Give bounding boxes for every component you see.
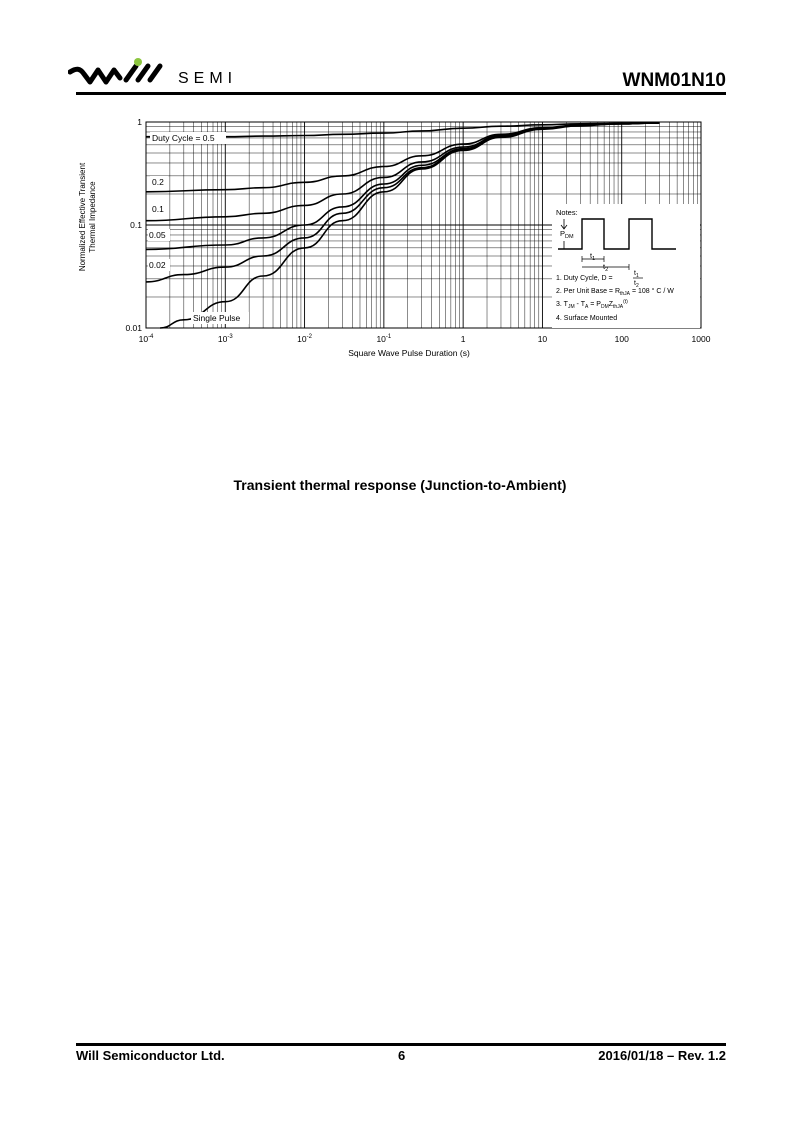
logo-text: SEMI — [178, 70, 238, 87]
x-tick-label: 1000 — [691, 334, 711, 344]
note-1-numerator: $t_1$ — [634, 270, 639, 279]
series-label-0.02: 0.02 — [149, 260, 166, 270]
y-tick-labels — [125, 117, 142, 333]
note-2: 2. Per Unit Base = $R_{thJA} = 108$ ° C / W — [556, 288, 674, 297]
logo-slash-1 — [126, 66, 136, 80]
pdm-label: $P_{DM}$ — [560, 229, 574, 240]
notes-box — [552, 204, 700, 328]
note-3: 3. $T_{JM} - T_A = P_{DM}Z_{thJA}^{(t)}$ — [556, 299, 628, 310]
note-1: 1. Duty Cycle, D = — [556, 275, 613, 282]
note-1-denominator: $t_2$ — [634, 280, 639, 289]
series-label-0.2: 0.2 — [152, 177, 164, 187]
header-rule — [76, 92, 726, 95]
logo-slash-2 — [138, 66, 148, 80]
footer-company: Will Semiconductor Ltd. — [76, 1048, 225, 1063]
series-label-0.05: 0.05 — [149, 230, 166, 240]
will-semi-logo — [68, 58, 268, 92]
logo-wave-mark — [70, 69, 120, 82]
footer-page-number: 6 — [398, 1048, 406, 1063]
t2-label: $t_2$ — [603, 262, 609, 273]
footer-date-revision: 2016/01/18 – Rev. 1.2 — [598, 1048, 726, 1063]
x-tick-label: 10 — [537, 334, 548, 344]
note-4: 4. Surface Mounted — [556, 315, 618, 322]
x-tick-label: $10^{-1}$ — [376, 334, 392, 344]
figure-caption: Transient thermal response (Junction-to-Ambient) — [233, 477, 567, 493]
x-tick-labels — [139, 334, 711, 344]
series-label-duty-0.5: Duty Cycle = 0.5 — [152, 133, 215, 143]
series-label-single-pulse: Single Pulse — [193, 313, 241, 323]
part-number: WNM01N10 — [622, 70, 726, 91]
x-tick-label: $10^{-4}$ — [138, 334, 154, 344]
y-axis-label-line1: Normalized Effective Transient — [78, 162, 87, 272]
x-tick-label: 1 — [460, 334, 466, 344]
page-footer — [76, 1048, 726, 1068]
series-label-0.1: 0.1 — [152, 204, 164, 214]
page-header — [76, 58, 726, 96]
x-tick-label: $10^{-3}$ — [217, 334, 233, 344]
series-labels — [148, 132, 249, 324]
y-tick-label: 0.01 — [125, 323, 142, 333]
x-tick-label: $10^{-2}$ — [297, 334, 312, 344]
chart-svg — [74, 112, 724, 362]
t1-label: $t_1$ — [590, 251, 596, 262]
logo-dot — [134, 58, 142, 66]
x-axis-label: Square Wave Pulse Duration (s) — [348, 348, 470, 358]
y-axis-label-line2: Thermal Impedance — [88, 181, 97, 253]
notes-title: Notes: — [556, 208, 578, 217]
footer-rule — [76, 1043, 726, 1046]
thermal-response-chart — [74, 112, 724, 362]
y-tick-label: 0.1 — [130, 220, 142, 230]
logo-slash-3 — [150, 66, 160, 80]
x-tick-label: 100 — [614, 334, 629, 344]
y-tick-label: 1 — [137, 117, 142, 127]
